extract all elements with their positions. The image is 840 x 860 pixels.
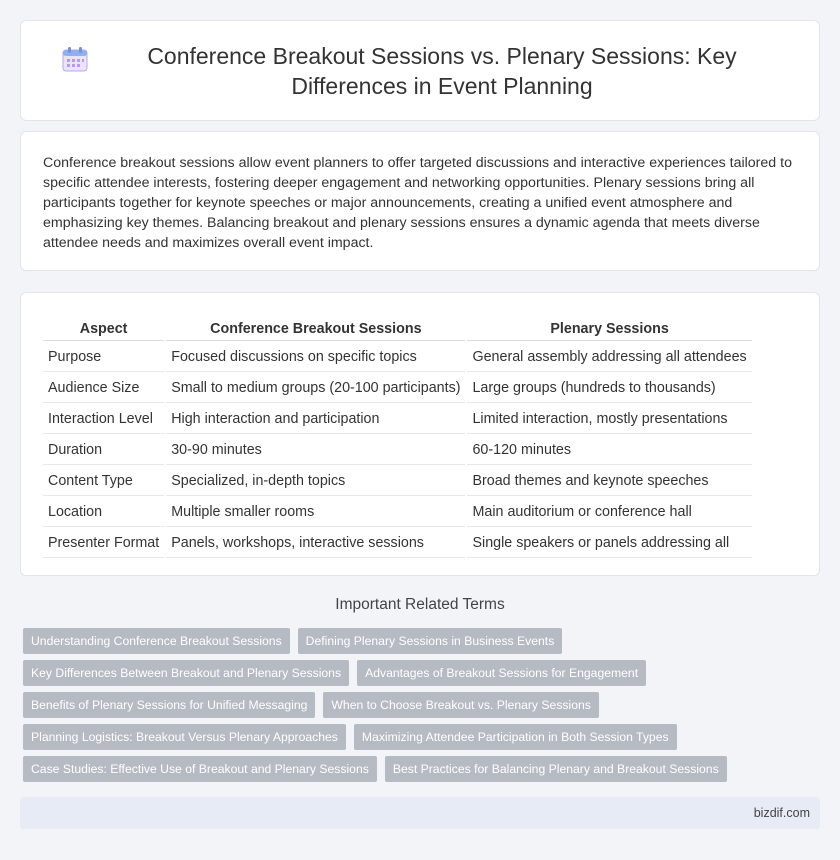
table-header-row	[43, 315, 752, 341]
related-term-tag[interactable]: Maximizing Attendee Participation in Both Session Types	[354, 724, 677, 750]
cell-aspect: Audience Size	[43, 374, 164, 403]
table-row	[43, 436, 752, 465]
cell-breakout: Small to medium groups (20-100 participants)	[166, 374, 465, 403]
tag-row	[23, 756, 823, 782]
footer-brand[interactable]: bizdif.com	[753, 806, 810, 820]
related-term-tag[interactable]: Case Studies: Effective Use of Breakout and Plenary Sessions	[23, 756, 377, 782]
table-row	[43, 343, 752, 372]
table-row	[43, 374, 752, 403]
table-row	[43, 467, 752, 496]
cell-plenary: 60-120 minutes	[467, 436, 751, 465]
cell-plenary: Large groups (hundreds to thousands)	[467, 374, 751, 403]
table-row	[43, 529, 752, 558]
cell-breakout: Focused discussions on specific topics	[166, 343, 465, 372]
cell-aspect: Presenter Format	[43, 529, 164, 558]
related-term-tag[interactable]: Planning Logistics: Breakout Versus Plenary Approaches	[23, 724, 346, 750]
header-breakout: Conference Breakout Sessions	[166, 315, 465, 341]
related-term-tag[interactable]: Understanding Conference Breakout Sessions	[23, 628, 290, 654]
table-row	[43, 405, 752, 434]
related-terms-list	[23, 628, 823, 788]
table-row	[43, 498, 752, 527]
related-term-tag[interactable]: When to Choose Breakout vs. Plenary Sessions	[323, 692, 598, 718]
intro-paragraph: Conference breakout sessions allow event planners to offer targeted discussions and interactive experiences tailored to specific attendee interests, fostering deeper engagement and networking opportunities. Plenary sessions bring all participants together for keynote speeches or major announcements, creating a unified event atmosphere and emphasizing key themes. Balancing breakout and plenary sessions ensures a dynamic agenda that meets diverse attendee needs and maximizes overall event impact.	[43, 155, 792, 251]
tag-row	[23, 724, 823, 750]
comparison-card	[20, 292, 820, 576]
related-term-tag[interactable]: Key Differences Between Breakout and Plenary Sessions	[23, 660, 349, 686]
cell-breakout: Multiple smaller rooms	[166, 498, 465, 527]
cell-aspect: Interaction Level	[43, 405, 164, 434]
cell-plenary: Single speakers or panels addressing all	[467, 529, 751, 558]
cell-plenary: General assembly addressing all attendees	[467, 343, 751, 372]
header-aspect: Aspect	[43, 315, 164, 341]
cell-breakout: Specialized, in-depth topics	[166, 467, 465, 496]
cell-plenary: Limited interaction, mostly presentations	[467, 405, 751, 434]
cell-plenary: Broad themes and keynote speeches	[467, 467, 751, 496]
header-plenary: Plenary Sessions	[467, 315, 751, 341]
cell-aspect: Duration	[43, 436, 164, 465]
related-term-tag[interactable]: Advantages of Breakout Sessions for Engagement	[357, 660, 646, 686]
cell-breakout: High interaction and participation	[166, 405, 465, 434]
title-card	[20, 20, 820, 121]
cell-breakout: 30-90 minutes	[166, 436, 465, 465]
footer	[20, 797, 820, 829]
cell-aspect: Content Type	[43, 467, 164, 496]
related-terms-heading: Important Related Terms	[335, 596, 505, 613]
page-title: Conference Breakout Sessions vs. Plenary Sessions: Key Differences in Event Planning	[147, 42, 737, 99]
cell-aspect: Purpose	[43, 343, 164, 372]
cell-breakout: Panels, workshops, interactive sessions	[166, 529, 465, 558]
tag-row	[23, 660, 823, 686]
related-term-tag[interactable]: Best Practices for Balancing Plenary and Breakout Sessions	[385, 756, 727, 782]
calendar-icon	[61, 45, 89, 73]
cell-aspect: Location	[43, 498, 164, 527]
related-term-tag[interactable]: Defining Plenary Sessions in Business Events	[298, 628, 563, 654]
tag-row	[23, 628, 823, 654]
comparison-table	[41, 313, 754, 560]
cell-plenary: Main auditorium or conference hall	[467, 498, 751, 527]
intro-card	[20, 131, 820, 271]
related-term-tag[interactable]: Benefits of Plenary Sessions for Unified Messaging	[23, 692, 315, 718]
tag-row	[23, 692, 823, 718]
